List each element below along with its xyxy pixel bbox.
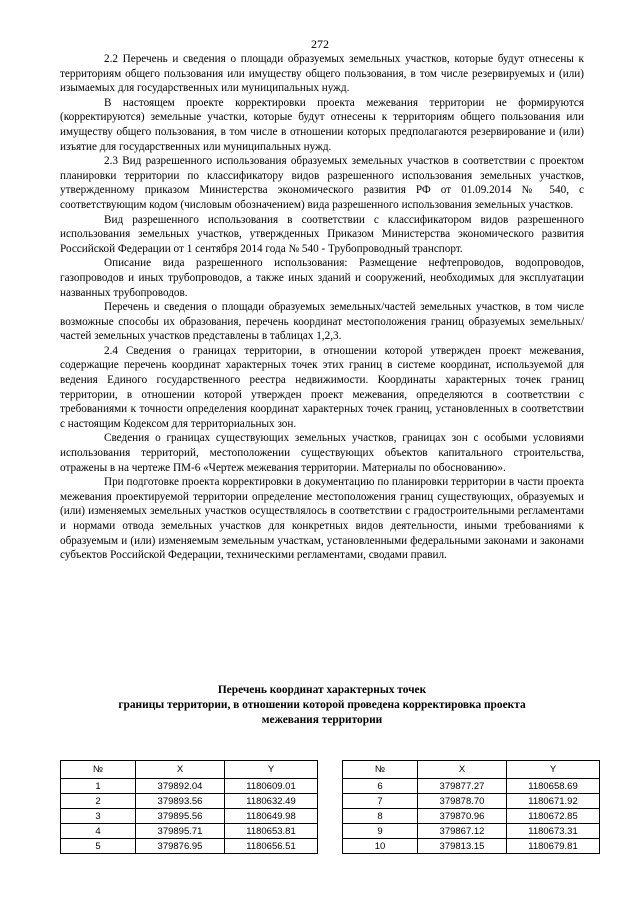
heading-line: границы территории, в отношении которой проведена корректировка проекта — [118, 699, 526, 711]
cell-y: 1180609.01 — [225, 779, 318, 794]
cell-y: 1180653.81 — [225, 824, 318, 839]
table-row — [343, 839, 600, 854]
cell-number: 2 — [61, 794, 136, 809]
cell-number: 4 — [61, 824, 136, 839]
column-header-number: № — [61, 761, 136, 779]
coordinates-table-left — [60, 760, 318, 854]
cell-number: 5 — [61, 839, 136, 854]
cell-x: 379867.12 — [418, 824, 507, 839]
heading-line: Перечень координат характерных точек — [217, 684, 427, 696]
cell-x: 379813.15 — [418, 839, 507, 854]
table-row — [61, 779, 318, 794]
cell-x: 379895.71 — [136, 824, 225, 839]
cell-y: 1180656.51 — [225, 839, 318, 854]
coordinates-table-right — [342, 760, 600, 854]
table-row — [343, 779, 600, 794]
cell-y: 1180649.98 — [225, 809, 318, 824]
paragraph: В настоящем проекте корректировки проекта межевания территории не формируются (корректируются) земельные участки, которые будут отнесены к территориям общего пользования или имуществу общего пользования, в том числе в отношении которых предполагаются резервирование и (или) изъятие для государственных или муниципальных нужд. — [60, 96, 584, 153]
cell-x: 379876.95 — [136, 839, 225, 854]
cell-y: 1180672.85 — [507, 809, 600, 824]
cell-number: 1 — [61, 779, 136, 794]
column-header-y: Y — [225, 761, 318, 779]
cell-number: 3 — [61, 809, 136, 824]
paragraph: Описание вида разрешенного использования: Размещение нефтепроводов, водопроводов, газопроводов и иных трубопроводов, а также иных зданий и сооружений, необходимых для эксплуатации названных трубопроводов. — [60, 257, 584, 299]
cell-x: 379877.27 — [418, 779, 507, 794]
table-row — [61, 839, 318, 854]
page-number: 272 — [311, 37, 329, 51]
cell-x: 379870.96 — [418, 809, 507, 824]
document-body — [60, 52, 584, 563]
table-row — [61, 824, 318, 839]
paragraph: Перечень и сведения о площади образуемых земельных/частей земельных участков, в том числе возможные способы их образования, перечень координат местоположения границ образуемых земельных/частей земельных участков представлены в таблицах 1,2,3. — [60, 301, 584, 343]
paragraph: 2.4 Сведения о границах территории, в отношении которой утвержден проект межевания, содержащие перечень координат характерных точек этих границ в системе координат, используемой для ведения Единого государственного реестра недвижимости. Координаты характерных точек границ территории, в отношении которой утвержден проект межевания, определяются в соответствии с требованиями к точности определения координат характерных точек границ, установленных в соответствии с настоящим Кодексом для территориальных зон. — [60, 344, 584, 430]
cell-number: 9 — [343, 824, 418, 839]
cell-number: 8 — [343, 809, 418, 824]
paragraph: Сведения о границах существующих земельных участков, границах зон с особыми условиями использования территорий, местоположении существующих объектов капитального строительства, отражены в на чертеже ПМ-6 «Чертеж межевания территории. Материалы по обоснованию». — [60, 432, 584, 474]
cell-y: 1180632.49 — [225, 794, 318, 809]
cell-x: 379878.70 — [418, 794, 507, 809]
column-header-x: X — [418, 761, 507, 779]
column-header-number: № — [343, 761, 418, 779]
cell-number: 10 — [343, 839, 418, 854]
heading-line: межевания территории — [261, 714, 383, 726]
table-header-row — [343, 761, 600, 779]
table-row — [61, 794, 318, 809]
column-header-x: X — [136, 761, 225, 779]
column-header-y: Y — [507, 761, 600, 779]
cell-x: 379892.04 — [136, 779, 225, 794]
table-row — [343, 794, 600, 809]
table-header-row — [61, 761, 318, 779]
paragraph: При подготовке проекта корректировки в документацию по планировки территории в части проекта межевания проектируемой территории определение местоположения границ существующих, образуемых и (или) изменяемых земельных участков осуществлялось в соответствии с градостроительными регламентами и нормами отвода земельных участков для конкретных видов деятельности, иными требованиями к образуемым и (или) изменяемым земельным участкам, установленными федеральными законами и законами субъектов Российской Федерации, техническими регламентами, сводами правил. — [60, 476, 584, 562]
paragraph: Вид разрешенного использования в соответствии с классификатором видов разрешенного использования земельных участков, утвержденных Приказом Министерства экономического развития Российской Федерации от 1 сентября 2014 года № 540 - Трубопроводный транспорт. — [60, 213, 584, 255]
table-row — [61, 809, 318, 824]
coordinates-heading — [60, 683, 584, 728]
table-row — [343, 809, 600, 824]
paragraph: 2.3 Вид разрешенного использования образуемых земельных участков в соответствии с проектом планировки территории по классификатору видов разрешенного использования земельных участков, утвержденному приказом Министерства экономического развития РФ от 01.09.2014 № 540, с соответствующим кодом (числовым обозначением) вида разрешенного использования земельных участков. — [60, 155, 584, 211]
paragraph: 2.2 Перечень и сведения о площади образуемых земельных участков, которые будут отнесены к территориям общего пользования или имуществу общего пользования, в том числе резервируемых и (или) изымаемых для государственных или муниципальных нужд. — [60, 53, 584, 95]
cell-y: 1180679.81 — [507, 839, 600, 854]
table-row — [343, 824, 600, 839]
cell-y: 1180658.69 — [507, 779, 600, 794]
cell-y: 1180673.31 — [507, 824, 600, 839]
cell-y: 1180671.92 — [507, 794, 600, 809]
cell-number: 6 — [343, 779, 418, 794]
cell-number: 7 — [343, 794, 418, 809]
cell-x: 379893.56 — [136, 794, 225, 809]
cell-x: 379895.56 — [136, 809, 225, 824]
